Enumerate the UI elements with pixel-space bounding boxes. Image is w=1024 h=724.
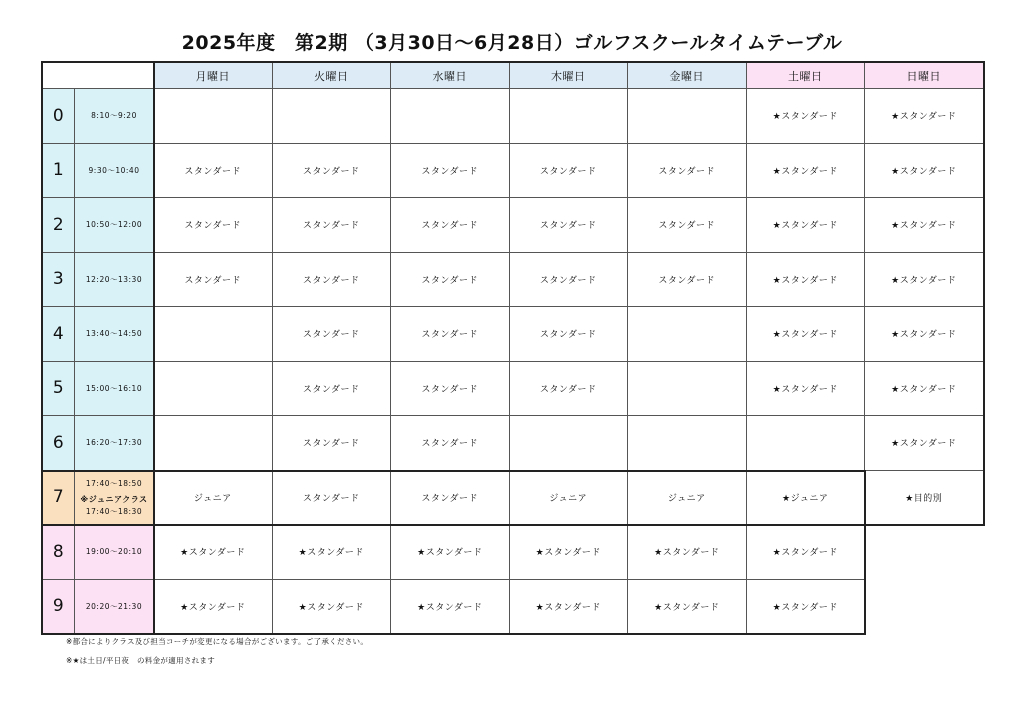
class-cell: ★スタンダード <box>628 525 747 580</box>
class-cell: ★スタンダード <box>747 362 866 417</box>
class-cell <box>628 416 747 471</box>
class-cell: ★スタンダード <box>273 580 392 635</box>
class-cell: ★スタンダード <box>865 144 984 199</box>
period-number: 0 <box>42 89 75 144</box>
class-cell <box>628 362 747 417</box>
class-cell <box>747 416 866 471</box>
period-time: 9:30～10:40 <box>75 144 154 199</box>
note-star-fee: ※★は土日/平日夜 の料金が適用されます <box>66 656 216 665</box>
class-cell: スタンダード <box>391 471 510 526</box>
class-cell: スタンダード <box>510 253 629 308</box>
period-number: 1 <box>42 144 75 199</box>
class-cell: スタンダード <box>510 144 629 199</box>
class-cell: ★スタンダード <box>747 144 866 199</box>
class-cell: ★目的別 <box>865 471 984 526</box>
day-header: 火曜日 <box>273 62 392 89</box>
class-cell <box>628 307 747 362</box>
class-cell: スタンダード <box>628 198 747 253</box>
class-cell: スタンダード <box>273 144 392 199</box>
class-cell: スタンダード <box>273 307 392 362</box>
class-cell: ★スタンダード <box>747 307 866 362</box>
class-cell: スタンダード <box>391 198 510 253</box>
junior-class-label: ※ジュニアクラス <box>80 494 148 504</box>
class-cell: スタンダード <box>154 144 273 199</box>
class-cell: スタンダード <box>510 362 629 417</box>
class-cell: スタンダード <box>154 253 273 308</box>
class-cell <box>391 89 510 144</box>
period-time: 15:00～16:10 <box>75 362 154 417</box>
class-cell: スタンダード <box>273 253 392 308</box>
period-number: 2 <box>42 198 75 253</box>
period-number: 5 <box>42 362 75 417</box>
class-cell <box>628 89 747 144</box>
class-cell: ★スタンダード <box>391 525 510 580</box>
header-corner <box>42 62 154 89</box>
class-cell <box>510 89 629 144</box>
time-column-divider <box>153 62 155 634</box>
class-cell: ★スタンダード <box>747 580 866 635</box>
period-number: 9 <box>42 580 75 635</box>
period-time: 10:50～12:00 <box>75 198 154 253</box>
class-cell: スタンダード <box>273 198 392 253</box>
class-cell: スタンダード <box>628 253 747 308</box>
class-cell: ★スタンダード <box>747 253 866 308</box>
class-cell <box>273 89 392 144</box>
class-cell: スタンダード <box>391 362 510 417</box>
period-time: 20:20～21:30 <box>75 580 154 635</box>
period-time: 8:10～9:20 <box>75 89 154 144</box>
class-cell: ★ジュニア <box>747 471 866 526</box>
period-time: 13:40～14:50 <box>75 307 154 362</box>
class-cell: ★スタンダード <box>865 89 984 144</box>
class-cell: ★スタンダード <box>865 362 984 417</box>
class-cell: スタンダード <box>391 307 510 362</box>
class-cell: スタンダード <box>628 144 747 199</box>
period-time <box>75 471 154 526</box>
period-number: 6 <box>42 416 75 471</box>
class-cell: スタンダード <box>391 144 510 199</box>
class-cell: ★スタンダード <box>747 89 866 144</box>
class-cell <box>510 416 629 471</box>
class-cell: ★スタンダード <box>510 580 629 635</box>
period-number: 3 <box>42 253 75 308</box>
day-header: 土曜日 <box>747 62 866 89</box>
junior-class-time: 17:40～18:30 <box>85 506 143 516</box>
class-cell: ジュニア <box>628 471 747 526</box>
class-cell: スタンダード <box>273 362 392 417</box>
class-cell <box>154 307 273 362</box>
class-cell: ★スタンダード <box>865 307 984 362</box>
class-cell: スタンダード <box>510 307 629 362</box>
period-time: 19:00～20:10 <box>75 525 154 580</box>
class-cell: ★スタンダード <box>510 525 629 580</box>
class-cell <box>154 416 273 471</box>
day-header: 日曜日 <box>865 62 984 89</box>
day-header: 金曜日 <box>628 62 747 89</box>
class-cell: ★スタンダード <box>865 198 984 253</box>
class-cell: スタンダード <box>510 198 629 253</box>
class-cell <box>154 362 273 417</box>
period-number: 4 <box>42 307 75 362</box>
class-cell: ★スタンダード <box>628 580 747 635</box>
class-cell: スタンダード <box>391 416 510 471</box>
class-cell: スタンダード <box>391 253 510 308</box>
class-cell: ジュニア <box>510 471 629 526</box>
class-cell: スタンダード <box>273 416 392 471</box>
note-change: ※都合によりクラス及び担当コーチが変更になる場合がございます。ご了承ください。 <box>66 637 369 646</box>
day-header: 水曜日 <box>391 62 510 89</box>
class-cell: ★スタンダード <box>391 580 510 635</box>
class-cell: スタンダード <box>154 198 273 253</box>
class-cell: ジュニア <box>154 471 273 526</box>
class-cell: ★スタンダード <box>747 525 866 580</box>
day-header: 木曜日 <box>510 62 629 89</box>
class-cell: ★スタンダード <box>865 416 984 471</box>
class-cell: ★スタンダード <box>865 253 984 308</box>
class-cell: ★スタンダード <box>747 198 866 253</box>
period-time: 12:20～13:30 <box>75 253 154 308</box>
period-number: 7 <box>42 471 75 526</box>
period-time-text: 17:40～18:50 <box>85 478 143 488</box>
page-title: 2025年度 第2期 （3月30日～6月28日）ゴルフスクールタイムテーブル <box>181 32 843 54</box>
class-cell: ★スタンダード <box>273 525 392 580</box>
class-cell <box>154 89 273 144</box>
class-cell: ★スタンダード <box>154 525 273 580</box>
period-time: 16:20～17:30 <box>75 416 154 471</box>
class-cell: ★スタンダード <box>154 580 273 635</box>
day-header: 月曜日 <box>154 62 273 89</box>
period-number: 8 <box>42 525 75 580</box>
class-cell: スタンダード <box>273 471 392 526</box>
